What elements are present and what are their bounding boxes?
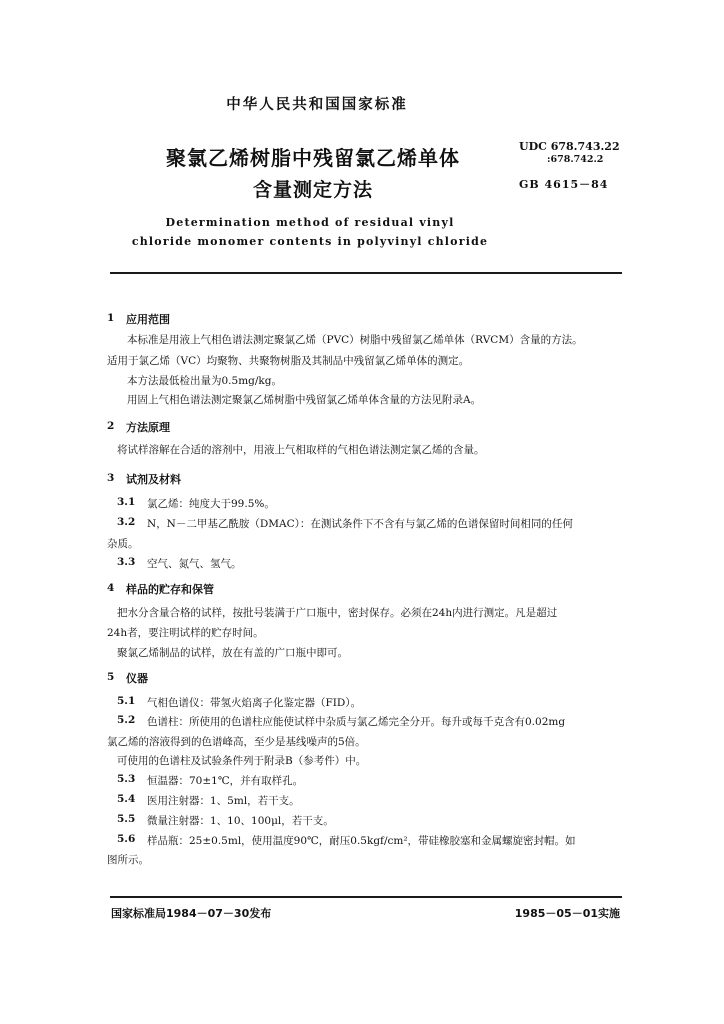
section-number: 1 <box>107 312 115 324</box>
paragraph-line: 聚氯乙烯制品的试样，放在有盖的广口瓶中即可。 <box>117 647 348 659</box>
paragraph-line: N，N－二甲基乙酰胺（DMAC）：在测试条件下不含有与氯乙烯的色谱保留时间相同的任何 <box>147 518 573 530</box>
paragraph-line: 气相色谱仪：带氢火焰离子化鉴定器（FID）。 <box>147 697 362 709</box>
paragraph-line: 将试样溶解在合适的溶剂中，用液上气相取样的气相色谱法测定氯乙烯的含量。 <box>117 444 485 456</box>
paragraph-line: 色谱柱：所使用的色谱柱应能使试样中杂质与氯乙烯完全分开。每升或每千克含有0.02mg <box>147 716 566 728</box>
issue-date: 国家标准局1984－07－30发布 <box>111 907 272 920</box>
paragraph-line: 恒温器：70±1℃，并有取样孔。 <box>147 775 304 787</box>
english-title-line-1: Determination method of residual vinyl <box>165 216 455 229</box>
section-heading: 样品的贮存和保管 <box>126 583 214 596</box>
subsection-number: 5.5 <box>117 813 136 825</box>
paragraph-line: 氯乙烯的溶液得到的色谱峰高，至少是基线噪声的5倍。 <box>107 736 366 748</box>
national-standard-heading: 中华人民共和国国家标准 <box>226 97 408 113</box>
paragraph-line: 用固上气相色谱法测定聚氯乙烯树脂中残留氯乙烯单体含量的方法见附录A。 <box>127 394 482 406</box>
section-number: 2 <box>107 420 115 432</box>
paragraph-line: 本方法最低检出量为0.5mg/kg。 <box>127 375 282 387</box>
gb-number: GB 4615－84 <box>519 178 609 191</box>
section-heading: 方法原理 <box>126 421 170 434</box>
paragraph-line: 本标准是用液上气相色谱法测定聚氯乙烯（PVC）树脂中残留氯乙烯单体（RVCM）含量的方法。 <box>127 334 583 346</box>
subsection-number: 3.2 <box>117 516 136 528</box>
paragraph-line: 可使用的色谱柱及试验条件列于附录B（参考件）中。 <box>117 755 367 767</box>
english-title-line-2: chloride monomer contents in polyvinyl chloride <box>131 235 489 248</box>
paragraph-line: 杂质。 <box>107 538 139 550</box>
subsection-number: 3.1 <box>117 496 136 508</box>
subsection-number: 3.3 <box>117 556 136 568</box>
subsection-number: 5.4 <box>117 793 136 805</box>
subsection-number: 5.2 <box>117 714 136 726</box>
footer-divider <box>110 896 622 898</box>
udc-number-continued: :678.742.2 <box>547 154 604 165</box>
effective-date: 1985－05－01实施 <box>514 907 620 920</box>
udc-number: UDC 678.743.22 <box>519 140 620 153</box>
title-line-1: 聚氯乙烯树脂中残留氯乙烯单体 <box>166 146 460 170</box>
section-number: 3 <box>107 472 115 484</box>
section-number: 5 <box>107 671 115 683</box>
paragraph-line: 氯乙烯：纯度大于99.5%。 <box>147 498 275 510</box>
paragraph-line: 把水分含量合格的试样，按批号装满于广口瓶中，密封保存。必须在24h内进行测定。凡是超过 <box>117 607 558 619</box>
title-line-2: 含量测定方法 <box>252 179 373 201</box>
section-heading: 应用范围 <box>126 313 170 326</box>
subsection-number: 5.3 <box>117 773 136 785</box>
section-heading: 试剂及材料 <box>126 473 181 486</box>
paragraph-line: 微量注射器：1、10、100μl，若干支。 <box>147 815 334 827</box>
subsection-number: 5.1 <box>117 695 136 707</box>
paragraph-line: 样品瓶：25±0.5ml，使用温度90℃，耐压0.5kgf/cm²，带硅橡胶塞和金属螺旋密封帽。如 <box>147 835 576 847</box>
paragraph-line: 空气、氮气、氢气。 <box>147 558 242 570</box>
section-number: 4 <box>107 582 115 594</box>
header-divider <box>110 272 622 274</box>
paragraph-line: 24h者，要注明试样的贮存时间。 <box>107 627 264 639</box>
paragraph-line: 图所示。 <box>107 854 149 866</box>
paragraph-line: 适用于氯乙烯（VC）均聚物、共聚物树脂及其制品中残留氯乙烯单体的测定。 <box>107 355 470 367</box>
paragraph-line: 医用注射器：1、5ml，若干支。 <box>147 795 300 807</box>
section-heading: 仪器 <box>126 672 148 685</box>
subsection-number: 5.6 <box>117 833 136 845</box>
